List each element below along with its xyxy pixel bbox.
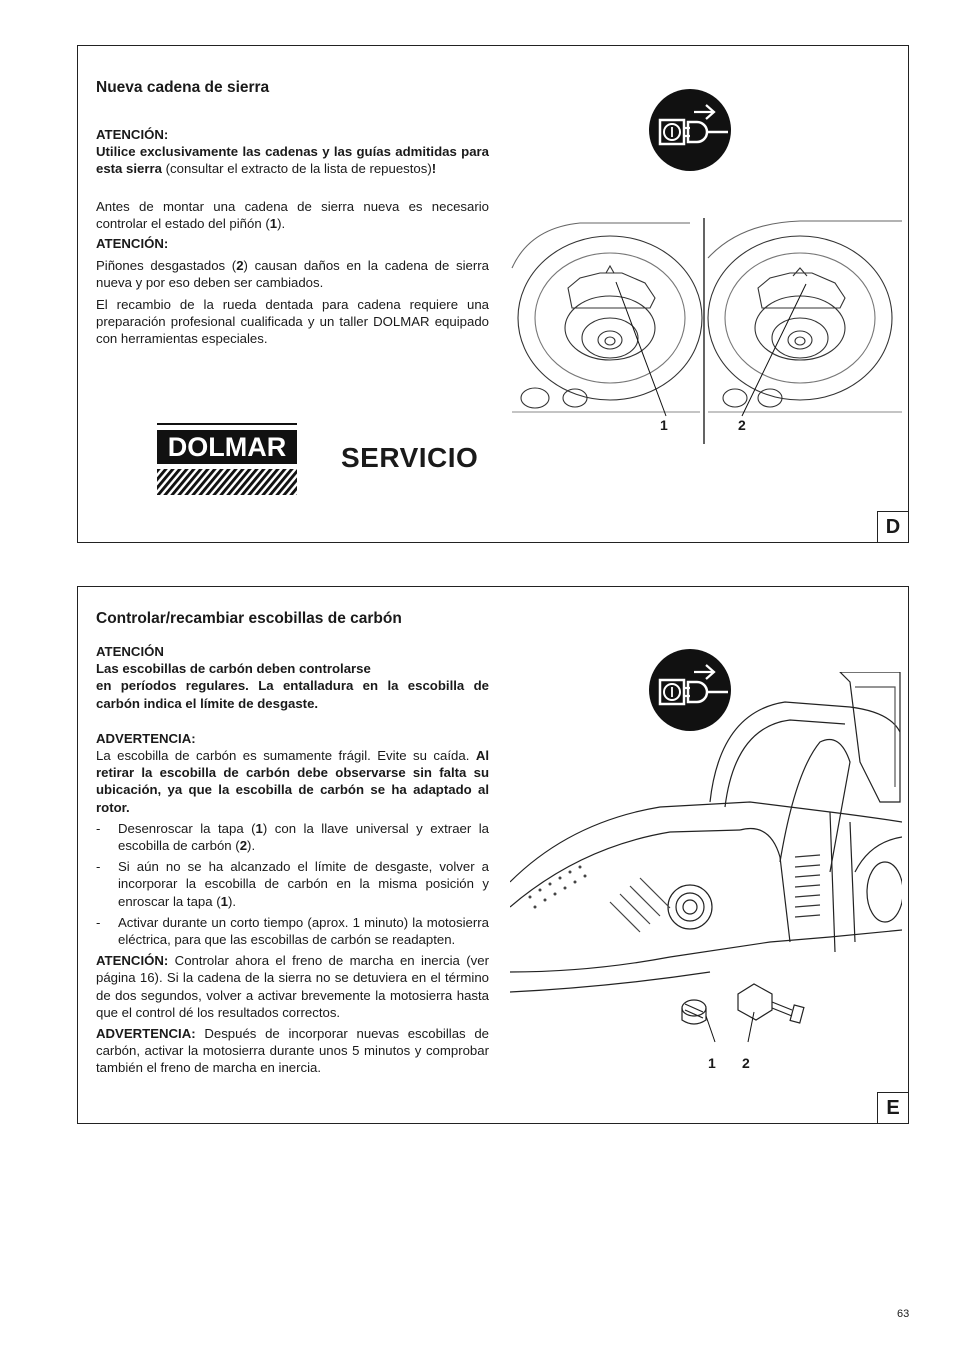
text: ).	[277, 215, 286, 231]
logo-text: DOLMAR	[157, 430, 297, 464]
text: ) causan daños en la cadena de sierra nueva y por eso deben ser cambiados.	[96, 258, 489, 291]
text: Controlar ahora el freno de marcha en inercia (ver página 16). Si la cadena de la sierra no se detuviera en el término de dos segundos, volver a activar brevemente la motosierra hasta que el control dé los resultados correctos.	[96, 953, 489, 1020]
warning-bold: Al retirar la escobilla de carbón debe observarse sin falta su ubicación, ya que la escobilla de carbón se ha adaptado al rotor.	[96, 748, 489, 815]
chainsaw-illustration	[510, 672, 902, 1047]
ref-number: 2	[236, 258, 244, 274]
text: Piñones desgastados (	[96, 258, 237, 274]
text: Desenroscar la tapa (	[118, 820, 256, 836]
paragraph-sprocket	[96, 198, 489, 232]
ref-number: 1	[220, 893, 228, 909]
warning-bold: Utilice exclusivamente las cadenas y las guías admitidas para esta sierra	[96, 144, 489, 177]
attention-line: Las escobillas de carbón deben controlarse	[96, 661, 371, 677]
text: Activar durante un corto tiempo (aprox. 1 minuto) la motosierra eléctrica, para que las escobillas de carbón se readapten.	[118, 914, 489, 948]
ref-number: 1	[269, 215, 278, 231]
paragraph-service: El recambio de la rueda dentada para cadena requiere una preparación profesional cualificada y un taller DOLMAR equipado con herramientas especiales.	[96, 296, 489, 347]
list-item	[96, 914, 489, 948]
warning-paragraph	[96, 143, 489, 177]
section-title: Nueva cadena de sierra	[96, 79, 270, 96]
service-label: SERVICIO	[341, 442, 479, 473]
dolmar-logo	[157, 423, 297, 497]
sprocket-illustration	[510, 218, 902, 444]
text: La escobilla de carbón es sumamente frágil. Evite su caída.	[96, 748, 476, 764]
dash: -	[96, 820, 101, 836]
list-item	[96, 858, 489, 910]
text: Antes de montar una cadena de sierra nueva es necesario controlar el estado del piñón (	[96, 198, 489, 231]
dash: -	[96, 914, 101, 930]
dash: -	[96, 859, 101, 875]
ref-number: 2	[239, 838, 248, 854]
text: ) con la llave universal y extraer la escobilla de carbón (	[118, 820, 489, 854]
warning-end: !	[431, 161, 437, 177]
paragraph-worn	[96, 257, 489, 291]
attention-label: ATENCIÓN:	[96, 236, 169, 252]
section-letter: E	[877, 1092, 908, 1123]
text: ).	[247, 838, 256, 854]
section-body	[96, 126, 489, 347]
section-title: Controlar/recambiar escobillas de carbón	[96, 610, 402, 627]
text: ).	[227, 893, 237, 909]
callout-1: 1	[660, 417, 668, 433]
attention-label: ATENCIÓN	[96, 644, 164, 659]
section-carbon-brushes	[77, 586, 909, 1124]
warning-rest: (consultar el extracto de la lista de repuestos)	[162, 161, 432, 177]
section-letter: D	[877, 511, 908, 542]
warning-label: ADVERTENCIA:	[96, 1026, 196, 1042]
callout-1: 1	[708, 1055, 716, 1071]
logo-stripes	[157, 469, 297, 495]
warning-label: ADVERTENCIA:	[96, 730, 196, 746]
page-number: 63	[897, 1308, 910, 1320]
section-new-chain	[77, 45, 909, 543]
attention-text: en períodos regulares. La entalladura en la escobilla de carbón indica el límite de desgaste.	[96, 678, 489, 711]
attention-label: ATENCIÓN:	[96, 127, 169, 142]
unplug-icon	[648, 88, 732, 172]
warning-paragraph-2	[96, 1025, 489, 1077]
ref-number: 1	[255, 820, 263, 836]
callout-2: 2	[738, 417, 746, 433]
text: Si aún no se ha alcanzado el límite de desgaste, volver a incorporar la escobilla de carbón en la misma posición y enroscar la tapa (	[118, 859, 489, 909]
warning-paragraph	[96, 747, 489, 816]
list-item	[96, 820, 489, 854]
attention-paragraph	[96, 952, 489, 1021]
text: Después de incorporar nuevas escobillas de carbón, activar la motosierra durante unos 5 minutos y comprobar también el freno de marcha en inercia.	[96, 1026, 489, 1076]
attention-label: ATENCIÓN:	[96, 953, 169, 969]
steps-list	[96, 820, 489, 948]
callout-2: 2	[742, 1055, 750, 1071]
section-body	[96, 643, 489, 1077]
